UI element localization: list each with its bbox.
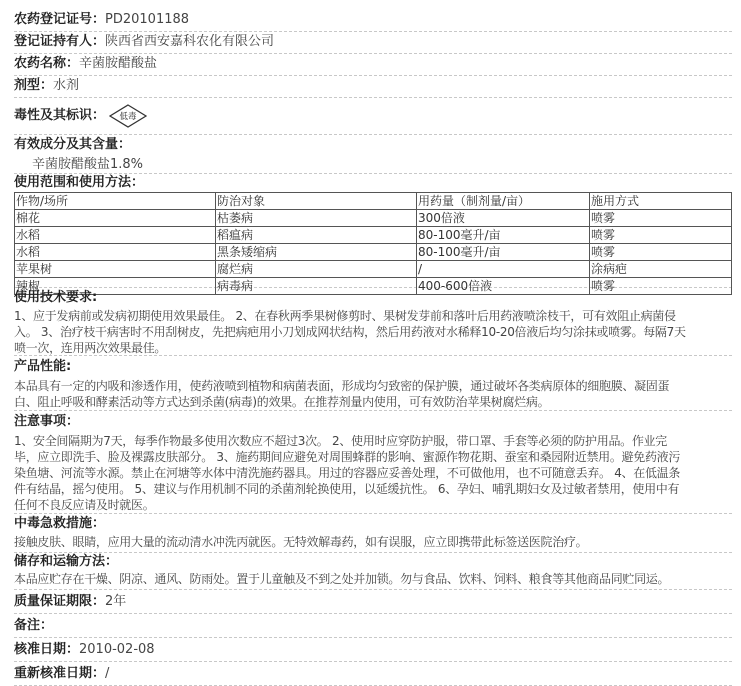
usage-label: 使用范围和使用方法： (14, 175, 145, 190)
ingredient-label: 有效成分及其含量： (14, 137, 132, 152)
usage-section (14, 174, 732, 293)
ingredient-row (14, 135, 732, 174)
cell-target: 稻瘟病 (216, 227, 417, 244)
cell-dosage: 400-600倍液 (417, 278, 590, 295)
registration-number-value: PD20101188 (105, 12, 190, 27)
first-aid-label: 中毒急救措施： (14, 516, 106, 531)
storage-label: 储存和运输方法： (14, 554, 119, 569)
reapproval-date-value: / (105, 666, 110, 681)
cell-crop: 水稻 (15, 227, 216, 244)
cell-dosage: 80-100毫升/亩 (417, 244, 590, 261)
technique-label: 使用技术要求: (14, 290, 98, 305)
precautions-line-5: 任何不良反应请及时就医。 (14, 498, 155, 512)
table-row (15, 210, 732, 227)
low-toxicity-diamond-icon (109, 104, 147, 128)
performance-line-1: 本品具有一定的内吸和渗透作用，使药液喷到植物和病菌表面，形成均匀致密的保护膜，通过破坏各类病原体的细胞膜、凝固蛋 (14, 379, 670, 393)
remarks-label: 备注： (14, 618, 54, 633)
cell-dosage: 300倍液 (417, 210, 590, 227)
remarks-row (14, 614, 732, 638)
ingredient-value: 辛菌胺醋酸盐1.8% (32, 157, 144, 172)
precautions-line-3: 染鱼塘、河流等水源。禁止在河塘等水体中清洗施药器具。用过的容器应妥善处理，不可做他用，也不可随意丢弃。 4、在低温条 (14, 466, 681, 480)
cell-method: 涂病疤 (590, 261, 732, 278)
technique-section (14, 288, 732, 356)
table-row (15, 244, 732, 261)
approval-date-label: 核准日期： (14, 642, 80, 657)
precautions-line-4: 件有结晶，摇匀使用。 5、建议与作用机制不同的杀菌剂轮换使用，以延缓抗性。 6、孕妇、哺乳期妇女及过敏者禁用，使用中有 (14, 482, 680, 496)
cell-target: 病毒病 (216, 278, 417, 295)
warranty-label: 质量保证期限： (14, 594, 106, 609)
approval-date-value: 2010-02-08 (79, 642, 155, 657)
header-target: 防治对象 (216, 193, 417, 210)
table-row (15, 261, 732, 278)
performance-line-2: 白、阻止呼吸和酵素活动等方式达到杀菌(病毒)的效果。在推荐剂量内使用，可有效防治苹果树腐烂病。 (14, 395, 550, 409)
formulation-label: 剂型： (14, 78, 54, 93)
precautions-line-1: 1、安全间隔期为7天，每季作物最多使用次数应不超过3次。 2、使用时应穿防护服，带口罩、手套等必须的防护用品。作业完 (14, 434, 667, 448)
header-method: 施用方式 (590, 193, 732, 210)
formulation-value: 水剂 (53, 78, 80, 93)
first-aid-line-1: 接触皮肤、眼睛，应用大量的流动清水冲洗丙就医。无特效解毒药，如有误服，应立即携带此标签送医院治疗。 (14, 535, 588, 549)
holder-label: 登记证持有人： (14, 34, 106, 49)
precautions-line-2: 毕，应立即洗手、脸及裸露皮肤部分。 3、施药期间应避免对周围蜂群的影响、蜜源作物花期、蚕室和桑园附近禁用。避免药液污 (14, 450, 681, 464)
first-aid-section (14, 514, 732, 553)
technique-line-3: 喷一次，连用两次效果最佳。 (14, 341, 167, 355)
cell-crop: 水稻 (15, 244, 216, 261)
reapproval-date-row (14, 662, 732, 686)
cell-method: 喷雾 (590, 244, 732, 261)
cell-crop: 棉花 (15, 210, 216, 227)
registration-number-label: 农药登记证号： (14, 12, 106, 27)
toxicity-label: 毒性及其标识： (14, 108, 106, 123)
header-dosage: 用药量（制剂量/亩） (417, 193, 590, 210)
approval-date-row (14, 638, 732, 662)
cell-method: 喷雾 (590, 227, 732, 244)
product-name-value: 辛菌胺醋酸盐 (79, 56, 158, 71)
holder-value: 陕西省西安嘉科农化有限公司 (105, 34, 275, 49)
registration-number-row (14, 10, 732, 32)
product-name-label: 农药名称： (14, 56, 80, 71)
storage-section (14, 553, 732, 590)
cell-dosage: / (417, 261, 590, 278)
technique-line-1: 1、应于发病前或发病初期使用效果最佳。 2、在春秋两季果树修剪时、果树发芽前和落叶后用药液喷涂枝干，可有效阻止病菌侵 (14, 309, 676, 323)
cell-crop: 辣椒 (15, 278, 216, 295)
toxicity-row (14, 98, 732, 135)
formulation-row (14, 76, 732, 98)
cell-dosage: 80-100毫升/亩 (417, 227, 590, 244)
holder-row (14, 32, 732, 54)
cell-target: 枯萎病 (216, 210, 417, 227)
precautions-section (14, 411, 732, 514)
warranty-value: 2年 (105, 594, 127, 609)
cell-method: 喷雾 (590, 278, 732, 295)
cell-target: 黑条矮缩病 (216, 244, 417, 261)
warranty-row (14, 590, 732, 614)
cell-crop: 苹果树 (15, 261, 216, 278)
header-crop: 作物/场所 (15, 193, 216, 210)
performance-section (14, 356, 732, 411)
toxicity-badge-text: 低毒 (119, 111, 137, 122)
precautions-label: 注意事项： (14, 414, 80, 429)
pesticide-registration-document (14, 10, 732, 686)
usage-table (14, 192, 732, 295)
table-row (15, 227, 732, 244)
cell-method: 喷雾 (590, 210, 732, 227)
storage-line-1: 本品应贮存在干燥、阴凉、通风、防雨处。置于儿童触及不到之处并加锁。勿与食品、饮料、饲料、粮食等其他商品同贮同运。 (14, 572, 670, 586)
performance-label: 产品性能: (14, 359, 72, 374)
product-name-row (14, 54, 732, 76)
technique-line-2: 入。 3、治疗枝干病害时不用刮树皮，先把病疤用小刀划成网状结构，然后用药液对水稀释10-20倍液后均匀涂抹或喷雾。每隔7天 (14, 325, 686, 339)
usage-table-header (15, 193, 732, 210)
reapproval-date-label: 重新核准日期： (14, 666, 106, 681)
cell-target: 腐烂病 (216, 261, 417, 278)
